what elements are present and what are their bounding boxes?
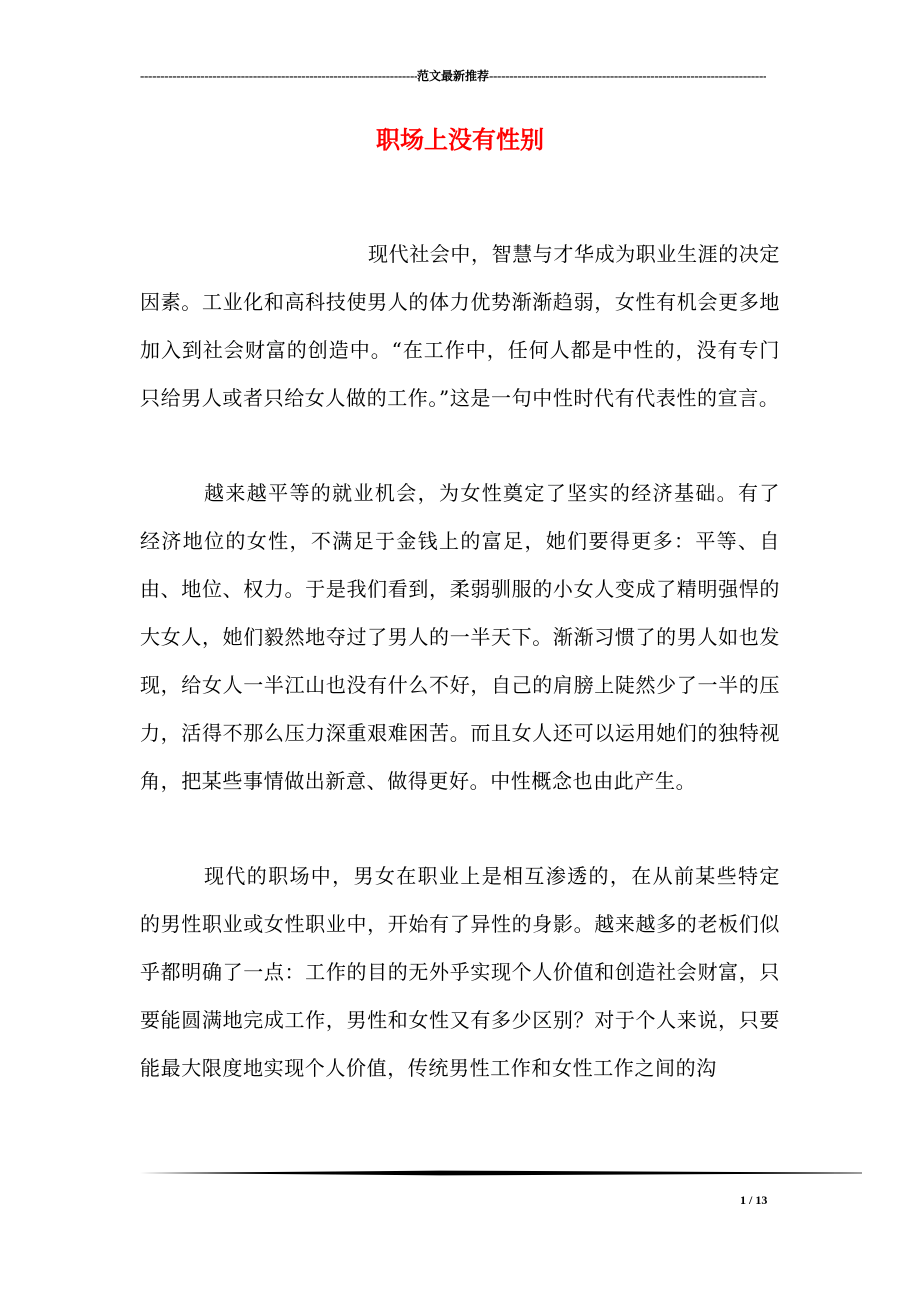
paragraph-3: 现代的职场中，男女在职业上是相互渗透的，在从前某些特定的男性职业或女性职业中，开始有了异性的身影。越来越多的老板们似乎都明确了一点：工作的目的无外乎实现个人价值和创造社会财富，只要能圆满地完成工作，男性和女性又有多少区别？对于个人来说，只要能最大限度地实现个人价值，传统男性工作和女性工作之间的沟 [140, 864, 780, 1080]
document-body [140, 230, 780, 1092]
header-dashes-right [489, 67, 766, 85]
footer-rule [140, 1168, 862, 1178]
header-label: 范文最新推荐 [416, 69, 489, 83]
page-number: 1 / 13 [740, 1193, 768, 1207]
document-title: 职场上没有性别 [376, 126, 544, 154]
header-dash-line [140, 67, 766, 85]
header-dashes-left [140, 67, 417, 85]
paragraph-1: 现代社会中，智慧与才华成为职业生涯的决定因素。工业化和高科技使男人的体力优势渐渐趋弱，女性有机会更多地加入到社会财富的创造中。“在工作中，任何人都是中性的，没有专门只给男人或者只给女人做的工作。”这是一句中性时代有代表性的宣言。 [140, 242, 780, 410]
paragraph-2: 越来越平等的就业机会，为女性奠定了坚实的经济基础。有了经济地位的女性，不满足于金钱上的富足，她们要得更多：平等、自由、地位、权力。于是我们看到，柔弱驯服的小女人变成了精明强悍的大女人，她们毅然地夺过了男人的一半天下。渐渐习惯了的男人如也发现，给女人一半江山也没有什么不好，自己的肩膀上陡然少了一半的压力，活得不那么压力深重艰难困苦。而且女人还可以运用她们的独特视角，把某些事情做出新意、做得更好。中性概念也由此产生。 [140, 481, 780, 793]
